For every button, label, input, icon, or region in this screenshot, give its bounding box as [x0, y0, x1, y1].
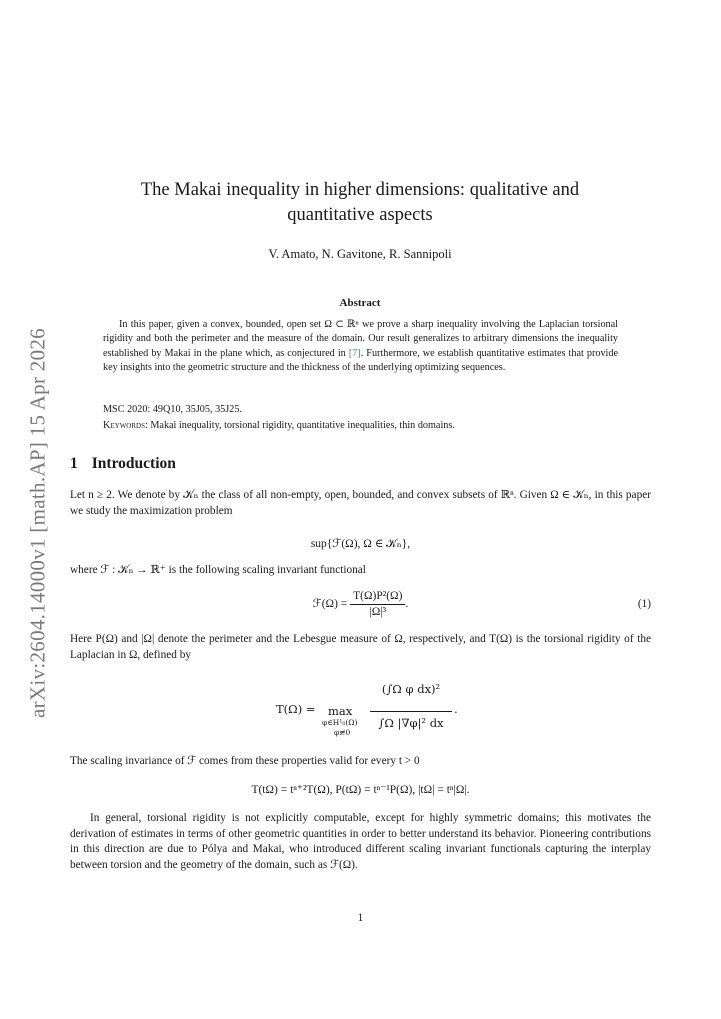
- abstract-text-part-1: In this paper, given a convex, bounded, open set Ω ⊂ ℝⁿ we prove a sharp inequality involving the Laplacian torsional rigidity and both the perimeter and the measure of the domain. Our result generalizes to arbitrary dimensions the inequality established by Makai in the plane which, as conjectured in: [103, 319, 618, 359]
- section-heading: [70, 455, 176, 473]
- equation-torsion: [270, 676, 470, 746]
- paper-title-line-1: The Makai inequality in higher dimensions: qualitative and: [140, 180, 580, 200]
- equation-torsion-numerator: (∫Ω φ dx)²: [381, 682, 441, 696]
- msc-classification: MSC 2020: 49Q10, 35J05, 35J25.: [103, 404, 242, 415]
- abstract-heading: Abstract: [339, 297, 381, 309]
- equation-sup: sup{ℱ(Ω), Ω ∈ 𝒦ₙ},: [310, 538, 411, 550]
- abstract-body: [103, 318, 618, 375]
- intro-paragraph-5: In general, torsional rigidity is not explicitly computable, except for highly symmetric domains; this motivates the derivation of estimates in terms of other geometric quantities in order to better understand its behavior. Pioneering contributions in this direction are due to Pólya and Makai, who introduced different scaling invariant functionals capturing the interplay between torsion and the geometry of the domain, such as ℱ(Ω).: [70, 812, 651, 871]
- equation-1-fraction: [350, 589, 405, 620]
- equation-torsion-subscript-2: φ≢0: [334, 728, 351, 737]
- paper-title-line-2: quantitative aspects: [287, 205, 433, 225]
- intro-paragraph-2: where ℱ : 𝒦ₙ → ℝ⁺ is the following scaling invariant functional: [70, 564, 366, 576]
- equation-torsion-fraction-bar: [370, 711, 452, 712]
- paper-title: [70, 178, 650, 228]
- authors: V. Amato, N. Gavitone, R. Sannipoli: [268, 247, 452, 261]
- section-number: 1: [70, 455, 78, 472]
- keywords-text: Makai inequality, torsional rigidity, quantitative inequalities, thin domains.: [150, 420, 455, 431]
- equation-1-tail: .: [405, 598, 409, 611]
- intro-paragraph-1: Let n ≥ 2. We denote by 𝒦ₙ the class of all non-empty, open, bounded, and convex subsets of ℝⁿ. Given Ω ∈ 𝒦ₙ, in this paper we study the maximization problem: [70, 489, 651, 517]
- equation-torsion-denominator: ∫Ω |∇φ|² dx: [378, 716, 444, 730]
- equation-1-numerator: T(Ω)P²(Ω): [350, 589, 405, 605]
- section-title: Introduction: [91, 455, 176, 472]
- equation-torsion-lhs: T(Ω) =: [276, 702, 316, 716]
- keywords: [103, 420, 455, 431]
- keywords-label: Keywords:: [103, 420, 148, 431]
- equation-1-label: (1): [637, 598, 651, 610]
- equation-torsion-period: .: [454, 702, 458, 716]
- equation-1: [70, 589, 651, 620]
- equation-1-lhs: ℱ(Ω) =: [312, 598, 348, 611]
- arxiv-identifier-text: arXiv:2604.14000v1 [math.AP] 15 Apr 2026: [25, 328, 50, 718]
- arxiv-identifier-stamp: [0, 283, 60, 763]
- citation-link[interactable]: [7]: [348, 347, 361, 359]
- equation-scaling: T(tΩ) = tⁿ⁺²T(Ω), P(tΩ) = tⁿ⁻¹P(Ω), |tΩ| = tⁿ|Ω|.: [251, 784, 470, 796]
- equation-torsion-subscript-1: φ∈H¹₀(Ω): [322, 718, 358, 727]
- equation-1-denominator: |Ω|³: [369, 606, 387, 618]
- abstract-text-part-2: . Furthermore, we establish quantitative estimates that provide key insights into the geometric structure and the thickness of the underlying optimizing sequences.: [103, 347, 618, 373]
- page-number: 1: [357, 912, 364, 924]
- intro-paragraph-3: Here P(Ω) and |Ω| denote the perimeter and the Lebesgue measure of Ω, respectively, and T(Ω) is the torsional rigidity of the Laplacian in Ω, defined by: [70, 633, 651, 661]
- equation-torsion-max: max: [328, 704, 353, 718]
- intro-paragraph-4: The scaling invariance of ℱ comes from these properties valid for every t > 0: [70, 755, 420, 767]
